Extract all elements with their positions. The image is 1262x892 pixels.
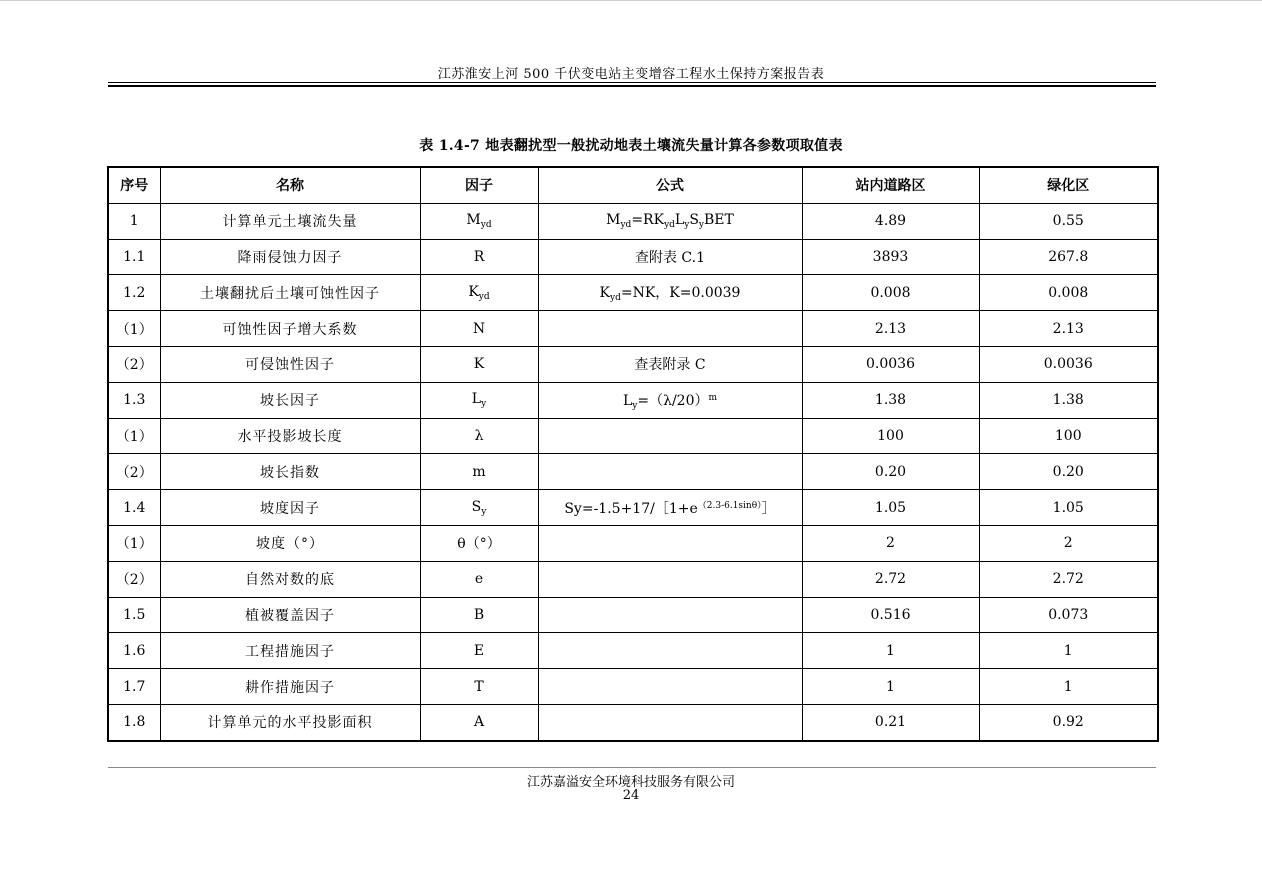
cell-road: 100 xyxy=(802,418,979,454)
cell-name: 坡长因子 xyxy=(160,382,420,418)
cell-formula: $M_{yd}=RK_{yd}L_yS_yBET$ xyxy=(538,203,802,239)
cell-formula: 查附表 C.1 xyxy=(538,239,802,275)
cell-factor: m xyxy=(420,454,538,490)
cell-name: 耕作措施因子 xyxy=(160,669,420,705)
table-row xyxy=(108,633,1158,669)
table-caption: 表 1.4-7 地表翻扰型一般扰动地表土壤流失量计算各参数项取值表 xyxy=(419,138,843,154)
table-row xyxy=(108,275,1158,311)
cell-no: 1.1 xyxy=(108,239,160,275)
cell-formula xyxy=(538,311,802,347)
header-rule-thick xyxy=(108,85,1156,87)
cell-factor: B xyxy=(420,597,538,633)
page-number: 24 xyxy=(622,788,640,803)
cell-no: 1.5 xyxy=(108,597,160,633)
col-header-name: 名称 xyxy=(160,167,420,203)
cell-green: 0.0036 xyxy=(979,346,1158,382)
cell-factor: K xyxy=(420,346,538,382)
cell-formula: $L_y=(\lambda/20)^m$ xyxy=(538,382,802,418)
cell-name: 土壤翻扰后土壤可蚀性因子 xyxy=(160,275,420,311)
cell-green: 100 xyxy=(979,418,1158,454)
cell-green: 2.13 xyxy=(979,311,1158,347)
table-row xyxy=(108,704,1158,740)
cell-no: 1.6 xyxy=(108,633,160,669)
cell-factor: E xyxy=(420,633,538,669)
cell-no: 1.8 xyxy=(108,704,160,740)
cell-green: 267.8 xyxy=(979,239,1158,275)
cell-road: 0.0036 xyxy=(802,346,979,382)
cell-green: 2.72 xyxy=(979,561,1158,597)
cell-factor: θ（°） xyxy=(420,525,538,561)
col-header-factor: 因子 xyxy=(420,167,538,203)
cell-formula xyxy=(538,669,802,705)
cell-formula xyxy=(538,418,802,454)
cell-name: 坡长指数 xyxy=(160,454,420,490)
cell-factor: e xyxy=(420,561,538,597)
cell-no: 1.4 xyxy=(108,490,160,526)
cell-factor: $K_{yd}$ xyxy=(420,275,538,311)
cell-formula xyxy=(538,597,802,633)
table-row xyxy=(108,382,1158,418)
cell-green: 1.05 xyxy=(979,490,1158,526)
cell-factor: $S_y$ xyxy=(420,490,538,526)
cell-green: 0.92 xyxy=(979,704,1158,740)
cell-factor: R xyxy=(420,239,538,275)
table-row xyxy=(108,239,1158,275)
cell-road: 1.38 xyxy=(802,382,979,418)
table-header-row xyxy=(108,167,1158,203)
cell-road: 0.20 xyxy=(802,454,979,490)
table-row xyxy=(108,561,1158,597)
footer-company-name: 江苏嘉溢安全环境科技服务有限公司 xyxy=(526,775,735,790)
cell-no: 1.7 xyxy=(108,669,160,705)
table-row xyxy=(108,418,1158,454)
cell-road: 2.13 xyxy=(802,311,979,347)
col-header-road-area: 站内道路区 xyxy=(802,167,979,203)
cell-factor: T xyxy=(420,669,538,705)
cell-road: 0.21 xyxy=(802,704,979,740)
cell-formula: $Sy=-1.5+17/[1+e^{(2.3-6.1sin\theta)}]$ xyxy=(538,490,802,526)
cell-factor: λ xyxy=(420,418,538,454)
cell-no: （1） xyxy=(108,418,160,454)
cell-name: 自然对数的底 xyxy=(160,561,420,597)
cell-no: 1.3 xyxy=(108,382,160,418)
cell-green: 0.20 xyxy=(979,454,1158,490)
col-header-formula: 公式 xyxy=(538,167,802,203)
cell-green: 1 xyxy=(979,633,1158,669)
col-header-no: 序号 xyxy=(108,167,160,203)
table-row xyxy=(108,597,1158,633)
cell-no: （2） xyxy=(108,561,160,597)
col-header-green-area: 绿化区 xyxy=(979,167,1158,203)
cell-formula xyxy=(538,454,802,490)
cell-no: （2） xyxy=(108,346,160,382)
cell-name: 可蚀性因子增大系数 xyxy=(160,311,420,347)
cell-factor: $L_y$ xyxy=(420,382,538,418)
cell-formula: $K_{yd}=NK$，K=0.0039 xyxy=(538,275,802,311)
cell-road: 4.89 xyxy=(802,203,979,239)
cell-formula: 查表附录 C xyxy=(538,346,802,382)
cell-name: 植被覆盖因子 xyxy=(160,597,420,633)
cell-green: 0.55 xyxy=(979,203,1158,239)
cell-no: 1.2 xyxy=(108,275,160,311)
cell-name: 可侵蚀性因子 xyxy=(160,346,420,382)
cell-no: （2） xyxy=(108,454,160,490)
cell-road: 2.72 xyxy=(802,561,979,597)
cell-factor: N xyxy=(420,311,538,347)
cell-factor: $M_{yd}$ xyxy=(420,203,538,239)
footer-rule xyxy=(108,767,1156,768)
document-header-title: 江苏淮安上河 500 千伏变电站主变增容工程水土保持方案报告表 xyxy=(437,67,825,82)
cell-formula xyxy=(538,633,802,669)
cell-name: 坡度（°） xyxy=(160,525,420,561)
header-rule-thin xyxy=(108,82,1156,83)
cell-no: （1） xyxy=(108,311,160,347)
cell-road: 1.05 xyxy=(802,490,979,526)
table-row xyxy=(108,203,1158,239)
cell-no: （1） xyxy=(108,525,160,561)
parameter-table xyxy=(107,166,1159,742)
cell-green: 2 xyxy=(979,525,1158,561)
cell-factor: A xyxy=(420,704,538,740)
table-row xyxy=(108,669,1158,705)
cell-green: 1 xyxy=(979,669,1158,705)
cell-name: 计算单元的水平投影面积 xyxy=(160,704,420,740)
cell-no: 1 xyxy=(108,203,160,239)
cell-road: 0.008 xyxy=(802,275,979,311)
cell-road: 0.516 xyxy=(802,597,979,633)
cell-formula xyxy=(538,704,802,740)
table-row xyxy=(108,346,1158,382)
cell-name: 水平投影坡长度 xyxy=(160,418,420,454)
cell-green: 1.38 xyxy=(979,382,1158,418)
cell-name: 计算单元土壤流失量 xyxy=(160,203,420,239)
table-row xyxy=(108,525,1158,561)
cell-formula xyxy=(538,561,802,597)
cell-road: 3893 xyxy=(802,239,979,275)
table-row xyxy=(108,490,1158,526)
cell-name: 坡度因子 xyxy=(160,490,420,526)
cell-road: 2 xyxy=(802,525,979,561)
cell-formula xyxy=(538,525,802,561)
cell-green: 0.008 xyxy=(979,275,1158,311)
cell-name: 工程措施因子 xyxy=(160,633,420,669)
cell-road: 1 xyxy=(802,633,979,669)
cell-name: 降雨侵蚀力因子 xyxy=(160,239,420,275)
table-row xyxy=(108,311,1158,347)
table-row xyxy=(108,454,1158,490)
page-top-border xyxy=(0,0,1262,1)
cell-green: 0.073 xyxy=(979,597,1158,633)
cell-road: 1 xyxy=(802,669,979,705)
